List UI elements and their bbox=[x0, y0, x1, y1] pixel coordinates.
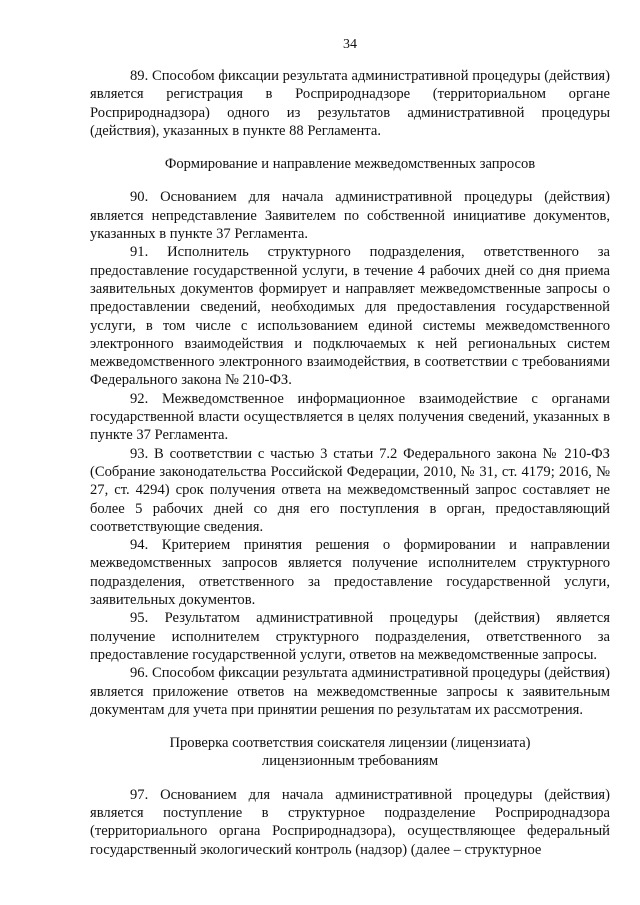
section-heading bbox=[90, 734, 610, 771]
paragraph: 93. В соответствии с частью 3 статьи 7.2 Федерального закона № 210-ФЗ (Собрание законодательства Российской Федерации, 2010, № 31, ст. 4179; 2016, № 27, ст. 4294) срок получения ответа на межведомственный запрос составляет не более 5 рабочих дней со дня его поступления в орган, предоставляющий соответствующие сведения. bbox=[90, 445, 610, 535]
paragraph: 94. Критерием принятия решения о формировании и направлении межведомственных запросов является получение исполнителем структурного подразделения, ответственного за предоставление государственной услуги, заявительных документов. bbox=[90, 537, 610, 609]
section-heading-line: лицензионным требованиям bbox=[261, 753, 439, 770]
paragraph: 89. Способом фиксации результата административной процедуры (действия) является регистрация в Росприроднадзоре (территориальном органе Росприроднадзора) одного из результатов административной процедуры (действия), указанных в пункте 88 Регламента. bbox=[90, 68, 610, 139]
page-number: 34 bbox=[343, 37, 357, 52]
section-heading-line: Проверка соответствия соискателя лицензии (лицензиата) bbox=[169, 735, 531, 752]
section-heading bbox=[90, 155, 610, 173]
paragraph: 91. Исполнитель структурного подразделения, ответственного за предоставление государственной услуги, в течение 4 рабочих дней со дня приема заявительных документов формирует и направляет межведомственные запросы о предоставлении сведений, необходимых для предоставления государственной услуги, в том числе с использованием единой системы межведомственного электронного взаимодействия и подключаемых к ней региональных систем межведомственного электронного взаимодействия, в соответствии с требованиями Федерального закона № 210-ФЗ. bbox=[90, 244, 610, 389]
paragraph: 90. Основанием для начала административной процедуры (действия) является непредставление Заявителем по собственной инициативе документов, указанных в пункте 37 Регламента. bbox=[90, 189, 610, 243]
paragraph: 92. Межведомственное информационное взаимодействие с органами государственной власти осуществляется в целях получения сведений, указанных в пункте 37 Регламента. bbox=[90, 390, 610, 444]
section-heading-line: Формирование и направление межведомственных запросов bbox=[164, 156, 536, 173]
document-body bbox=[90, 67, 610, 859]
paragraph: 95. Результатом административной процедуры (действия) является получение исполнителем структурного подразделения, ответственного за предоставление государственной услуги, ответов на межведомственные запросы. bbox=[90, 610, 610, 663]
paragraph: 97. Основанием для начала административной процедуры (действия) является поступление в структурное подразделение Росприроднадзора (территориального органа Росприроднадзора), осуществляющее федеральный государственный экологический контроль (надзор) (далее – структурное bbox=[90, 786, 610, 858]
paragraph: 96. Способом фиксации результата административной процедуры (действия) является приложение ответов на межведомственные запросы к заявительным документам для учета при принятии решения по результатам их рассмотрения. bbox=[90, 665, 610, 718]
